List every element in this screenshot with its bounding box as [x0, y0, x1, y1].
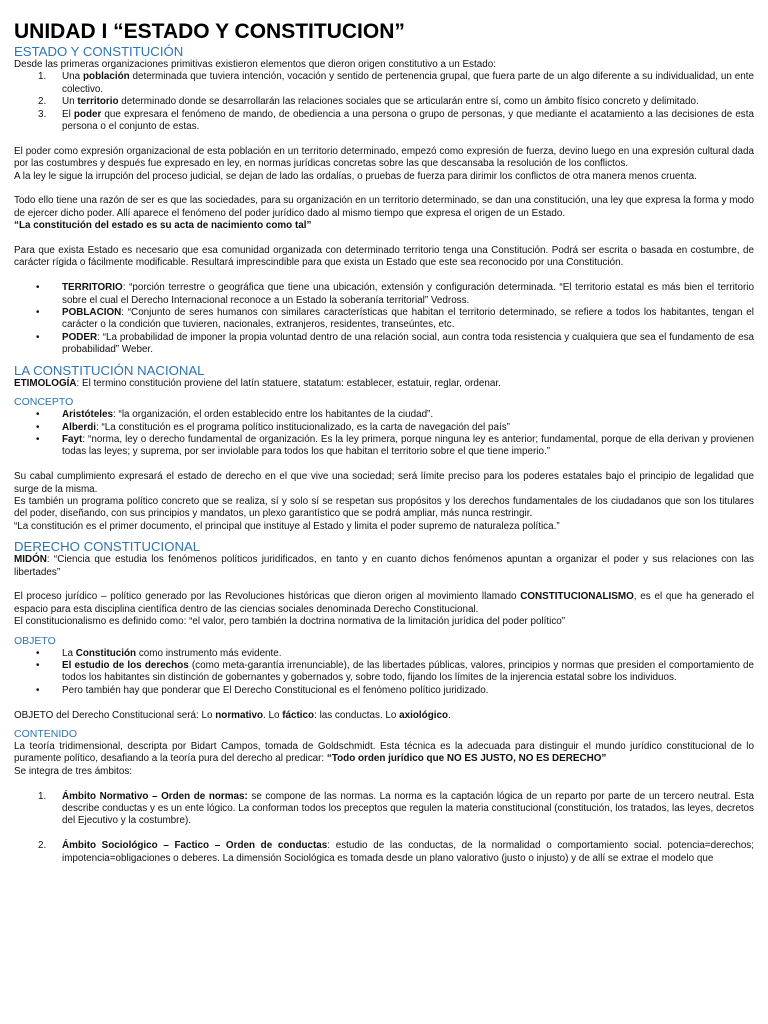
bold-term: territorio: [77, 96, 119, 108]
text: determinado donde se desarrollarán las relaciones sociales que se articularán entre sí, como un ámbito físico concreto y delimitado.: [118, 96, 699, 108]
subheading-contenido: CONTENIDO: [14, 727, 77, 740]
paragraph: [14, 378, 754, 390]
text: OBJETO del Derecho Constitucional será: Lo: [14, 709, 216, 721]
bullet-marker: •: [36, 433, 40, 445]
paragraph: Para que exista Estado es necesario que esa comunidad organizada con determinado territorio tenga una Constitución. Podrá ser escrita o basada en costumbre, de carácter rígida o fácilmente modificable. Resultará imprescindible para que exista un Estado que este sea reconocido por una Constitución.: [14, 245, 754, 269]
paragraph: [14, 554, 754, 579]
text: : “Conjunto de seres humanos con similares características que habitan el territorio determinado, se refiere a todos los habitantes, tengan el carácter o la condición que tuvieren, nacionales, extranjeros, residentes, transeúntes, etc.: [62, 307, 754, 331]
bold-term: Aristóteles: [62, 409, 114, 421]
list-item: [14, 96, 754, 108]
paragraph: Se integra de tres ámbitos:: [14, 765, 133, 777]
text: : estudio de las conductas, de la normalidad o comportamiento social. potencia=derechos; impotencia=obligaciones o deberes. La dimensión Sociológica es tomada desde un plano valorativo (justo o injusto) y de allí se extrae el modelo que: [62, 840, 754, 864]
bold-term: POBLACION: [62, 307, 122, 319]
bold-term: PODER: [62, 331, 98, 343]
text: (como meta-garantía irrenunciable), de las libertades públicas, valores, principios y normas que presiden el comportamiento de todos los habitantes sin distinción de gobernantes y gobernados y, sobre todo, fijando los límites de la injerencia estatal sobre los individuos.: [62, 659, 754, 684]
list-item: [14, 434, 754, 459]
text: Pero también hay que ponderar que El Derecho Constitucional es el fenómeno político juridizado.: [62, 684, 489, 696]
bold-term: CONSTITUCIONALISMO: [520, 591, 634, 603]
text: se compone de las normas. La norma es la captación lógica de un reparto por parte de un tercero neutral. Esta describe conductas y es un ente lógico. La conforman todos los preceptos que regulen la materia constitucional (constitución, los tratados, las leyes, decretos del Ejecutivo y la costumbre).: [62, 790, 754, 827]
bullet-marker: •: [36, 282, 40, 294]
text: : “La constitución es el programa político institucionalizado, es la carta de navegación del país”: [96, 421, 510, 433]
bold-term: normativo: [215, 709, 264, 721]
paragraph: [14, 741, 754, 766]
list-marker: 2.: [38, 840, 47, 852]
text: El: [62, 108, 74, 120]
text: : “porción terrestre o geográfica que tiene una ubicación, extensión y configuración determinada. “El territorio estatal es más bien el territorio sobre el cual el Derecho Internacional reconoce a un Estado la soberanía territorial” Vedross.: [62, 282, 754, 306]
text: : “La probabilidad de imponer la propia voluntad dentro de una relación social, aun contra toda resistencia y cualquiera que sea el fundamento de esa probabilidad” Weber.: [62, 331, 754, 356]
bold-quote: “La constitución del estado es su acta de nacimiento como tal”: [14, 220, 312, 232]
paragraph: El constitucionalismo es definido como: “el valor, pero también la doctrina normativa de la limitación jurídica del poder político”: [14, 616, 566, 628]
bold-term: Constitución: [75, 647, 137, 659]
bold-term: Ámbito Normativo – Orden de normas:: [62, 790, 248, 802]
list-item: [14, 307, 754, 332]
bold-term: Ámbito Sociológico – Factico – Orden de conductas: [62, 840, 328, 852]
numbered-list-ambitos: [14, 791, 754, 865]
list-item: [14, 71, 754, 96]
paragraph: [14, 710, 754, 722]
text: : “norma, ley o derecho fundamental de organización. Es la ley primera, porque ninguna ley es anterior; fundamental, porque de ella derivan y provienen todas las leyes; y suprema, por ser inviolable para todos los que habitan el territorio sobre el que tiene imperio.”: [62, 433, 754, 458]
bold-term: Fayt: [62, 433, 83, 445]
text: : las conductas. Lo: [314, 709, 400, 721]
list-marker: 2.: [38, 96, 47, 108]
list-item: [14, 409, 754, 421]
paragraph: A la ley le sigue la irrupción del proceso judicial, se dejan de lado las ordalías, o pruebas de fuerza para dirimir los conflictos de otra manera menos cruenta.: [14, 170, 697, 182]
bold-term: poder: [73, 108, 102, 120]
list-marker: 1.: [38, 71, 47, 83]
list-marker: 1.: [38, 790, 47, 802]
paragraph: Es también un programa político concreto que se realiza, sí y solo sí se respetan sus propósitos y los derechos fundamentales de los ciudadanos que son los titulares del poder, diseñando, con sus principios y mandatos, un plexo garantístico que se podrá ampliar, más nunca restringir.: [14, 495, 754, 520]
bullet-marker: •: [36, 647, 40, 659]
list-item: [14, 332, 754, 357]
bold-term: TERRITORIO: [62, 282, 123, 294]
bullet-marker: •: [36, 684, 40, 696]
paragraph: Su cabal cumplimiento expresará el estado de derecho en el que vive una sociedad; será límite preciso para los poderes estatales bajo el principio de legalidad que surge de la misma.: [14, 471, 754, 495]
paragraph-quote: [14, 220, 754, 232]
bold-term: Alberdi: [62, 421, 97, 433]
list-item: [14, 685, 754, 697]
text: . Lo: [263, 709, 283, 721]
bullet-marker: •: [36, 409, 40, 421]
text: : “la organización, el orden establecido entre los habitantes de la ciudad”.: [113, 409, 434, 421]
bullet-list-concepto: [14, 409, 754, 459]
text: El proceso jurídico – político generado por las Revoluciones históricas que dieron origen al movimiento llamado: [14, 591, 521, 603]
paragraph: Todo ello tiene una razón de ser es que las sociedades, para su organización en un territorio determinado, se dan una constitución, una ley que expresa la forma y modo de ejercer dicho poder. Allí aparece el fenómeno del poder jurídico dado al mismo tiempo que expresa el origen de un Estado.: [14, 195, 754, 219]
list-item: [14, 109, 754, 134]
list-item: [14, 840, 754, 865]
text: : “Ciencia que estudia los fenómenos políticos juridificados, en tanto y en cuanto dichos fenómenos apuntan a organizar el poder y sus relaciones con las libertades”: [14, 554, 754, 578]
paragraph: Desde las primeras organizaciones primitivas existieron elementos que dieron origen constitutivo a un Estado:: [14, 59, 496, 70]
list-marker: 3.: [38, 108, 47, 120]
bullet-marker: •: [36, 331, 40, 343]
text: , es el que ha generado el espacio para esta disciplina científica dentro de las ciencias sociales denominada Derecho Constitucional.: [14, 591, 754, 615]
paragraph: [14, 591, 754, 616]
bullet-list-elements: [14, 282, 754, 356]
numbered-list-elements: [14, 71, 754, 133]
text: : El termino constitución proviene del latín statuere, statatum: establecer, estatuir, reglar, ordenar.: [76, 377, 501, 389]
text: .: [448, 709, 451, 721]
text: determinada que tuviera intención, vocación y sentido de pertenencia grupal, que fuera parte de un algo diferente a su individualidad, un ente colectivo.: [62, 71, 754, 95]
list-item: [14, 791, 754, 828]
bold-quote: “Todo orden jurídico que NO ES JUSTO, NO ES DERECHO”: [326, 753, 607, 765]
text: como instrumento más evidente.: [136, 647, 282, 659]
bullet-marker: •: [36, 307, 40, 319]
section-heading-estado: ESTADO Y CONSTITUCIÓN: [14, 44, 184, 59]
text: La teoría tridimensional, descripta por Bidart Campos, tomada de Goldschmidt. Esta técnica es la adecuada para distinguir el mundo jurídico constitucional de lo puramente político, desafiando a la teoría pura del derecho al predicar:: [14, 740, 754, 765]
subheading-concepto: CONCEPTO: [14, 396, 74, 409]
text: La: [62, 647, 76, 659]
bullet-marker: •: [36, 659, 40, 671]
list-item: [14, 282, 754, 307]
bold-term: axiológico: [399, 709, 449, 721]
bullet-marker: •: [36, 421, 40, 433]
subheading-objeto: OBJETO: [14, 634, 56, 647]
text: Una: [62, 71, 83, 83]
text: que expresara el fenómeno de mando, de obediencia a una persona o grupo de personas, y que mediante el acatamiento a las decisiones de esta persona o el conjunto de estas.: [62, 108, 754, 133]
paragraph: El poder como expresión organizacional de esta población en un territorio determinado, empezó como expresión de fuerza, devino luego en una expresión cultural dada por las costumbres y después fue expresado en ley, en normas jurídicas concretas sobre las que descansaba la resolución de los conflictos.: [14, 145, 754, 170]
paragraph: “La constitución es el primer documento, el principal que instituye al Estado y limita el poder supremo de naturaleza política.”: [14, 520, 560, 532]
list-item: [14, 422, 754, 434]
text: Un: [62, 96, 78, 108]
list-item: [14, 648, 754, 660]
page-title: UNIDAD I “ESTADO Y CONSTITUCION”: [14, 20, 405, 43]
bold-term: El estudio de los derechos: [62, 659, 189, 671]
section-heading-constitucion-nacional: LA CONSTITUCIÓN NACIONAL: [14, 362, 205, 378]
list-item: [14, 660, 754, 685]
bold-term: fáctico: [282, 709, 315, 721]
bullet-list-objeto: [14, 648, 754, 698]
section-heading-derecho-constitucional: DERECHO CONSTITUCIONAL: [14, 539, 201, 555]
bold-term: población: [83, 71, 130, 83]
bold-term: MIDÓN: [14, 554, 47, 566]
bold-term: ETIMOLOGÍA: [14, 377, 77, 389]
